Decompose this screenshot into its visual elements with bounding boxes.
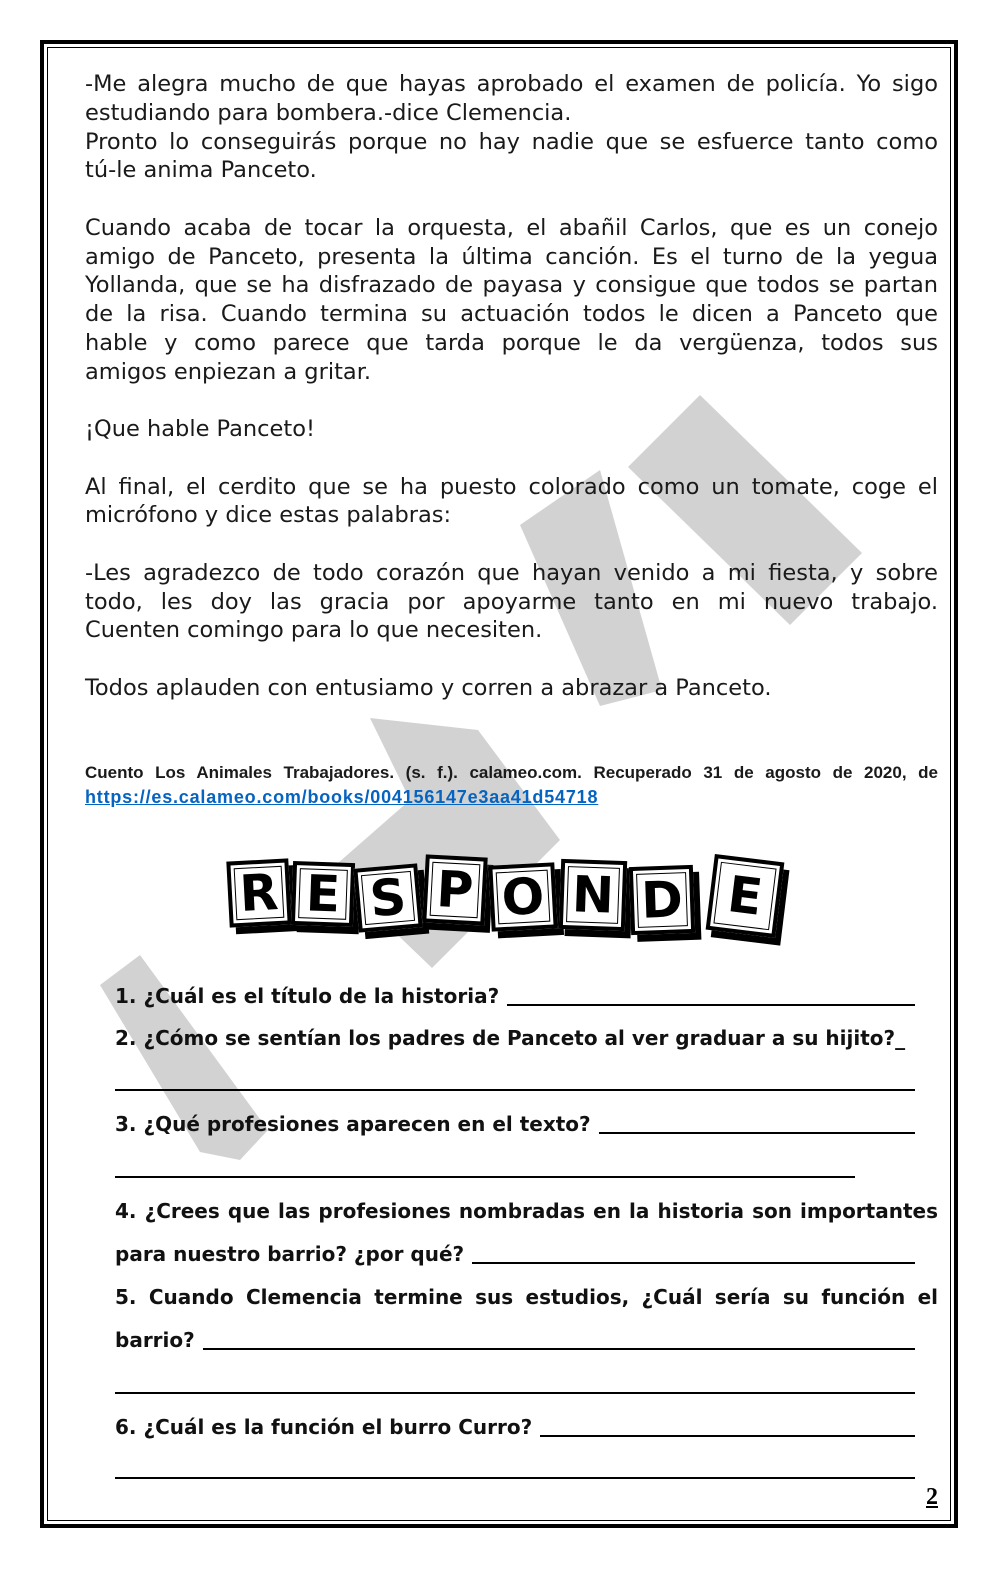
question-2 bbox=[115, 1026, 915, 1050]
story-line: Yollanda, que se ha disfrazado de payasa y consigue que todos se partan bbox=[85, 272, 938, 299]
paragraph-2 bbox=[85, 128, 938, 186]
heading-letter-block bbox=[706, 854, 785, 938]
story-line: hable y como parece que tarda porque le da vergüenza, todos sus bbox=[85, 329, 938, 356]
citation bbox=[85, 761, 938, 809]
story-line: estudiando para bombera.-dice Clemencia. bbox=[85, 99, 572, 126]
heading-letter: S bbox=[367, 867, 409, 929]
story-line: Cuenten comingo para lo que necesiten. bbox=[85, 617, 543, 644]
story-line: tú-le anima Panceto. bbox=[85, 157, 317, 184]
answer-blank-5[interactable] bbox=[203, 1348, 915, 1350]
answer-line-2[interactable] bbox=[115, 1089, 915, 1091]
answer-blank-6[interactable] bbox=[540, 1435, 915, 1437]
story-line: -Me alegra mucho de que hayas aprobado el examen de policía. Yo sigo bbox=[85, 71, 938, 97]
heading-letter: E bbox=[304, 864, 342, 924]
story-line: ¡Que hable Panceto! bbox=[85, 416, 315, 442]
answer-line-6[interactable] bbox=[115, 1477, 915, 1479]
heading-letter: E bbox=[724, 865, 766, 927]
answer-blank-4[interactable] bbox=[472, 1262, 915, 1264]
heading-letter: P bbox=[435, 860, 475, 920]
heading-letter-block bbox=[226, 858, 291, 927]
answer-line-3[interactable] bbox=[115, 1176, 855, 1178]
question-4-line-1: 4. ¿Crees que las profesiones nombradas en la historia son importantes bbox=[115, 1199, 938, 1223]
story-line: Pronto lo conseguirás porque no hay nadie que se esfuerce tanto como bbox=[85, 128, 938, 155]
story-line: micrófono y dice estas palabras: bbox=[85, 502, 452, 529]
heading-letter-block bbox=[559, 859, 627, 931]
heading-letter: D bbox=[640, 870, 684, 930]
heading-letter-block bbox=[629, 865, 695, 935]
heading-letter: O bbox=[500, 866, 546, 928]
question-6 bbox=[115, 1415, 915, 1439]
question-1-text: 1. ¿Cuál es el título de la historia? bbox=[115, 984, 500, 1008]
question-2-text: 2. ¿Cómo se sentían los padres de Panceto al ver graduar a su hijito?_ bbox=[115, 1026, 906, 1050]
question-4-text: para nuestro barrio? ¿por qué? bbox=[115, 1242, 465, 1266]
story-line: Cuando acaba de tocar la orquesta, el abañil Carlos, que es un conejo bbox=[85, 214, 938, 241]
story-line: Al final, el cerdito que se ha puesto colorado como un tomate, coge el bbox=[85, 473, 938, 500]
question-3-text: 3. ¿Qué profesiones aparecen en el texto? bbox=[115, 1112, 591, 1136]
story-line: -Les agradezco de todo corazón que hayan venido a mi fiesta, y sobre bbox=[85, 559, 938, 586]
heading-letter-block bbox=[422, 854, 487, 925]
question-6-text: 6. ¿Cuál es la función el burro Curro? bbox=[115, 1415, 533, 1439]
responde-heading bbox=[222, 852, 812, 962]
story-line: de la risa. Cuando termina su actuación todos le dicen a Panceto que bbox=[85, 301, 938, 327]
paragraph-6 bbox=[85, 559, 938, 645]
paragraph-3 bbox=[85, 214, 938, 387]
heading-letter: R bbox=[238, 863, 280, 923]
story-line: Todos aplauden con entusiamo y corren a abrazar a Panceto. bbox=[85, 674, 772, 701]
paragraph-7 bbox=[85, 674, 938, 703]
page-number: 2 bbox=[926, 1484, 938, 1510]
paragraph-4 bbox=[85, 415, 938, 444]
source-link[interactable]: https://es.calameo.com/books/004156147e3aa41d54718 bbox=[85, 787, 599, 807]
story-line: amigo de Panceto, presenta la última canción. Es el turno de la yegua bbox=[85, 243, 938, 270]
question-5-line-2 bbox=[115, 1328, 915, 1352]
paragraph-1 bbox=[85, 70, 938, 128]
story-line: todo, les doy las gracia por apoyarme tanto en mi nuevo trabajo. bbox=[85, 588, 938, 615]
answer-blank-3[interactable] bbox=[599, 1132, 915, 1134]
question-1 bbox=[115, 984, 915, 1008]
question-4-line-2 bbox=[115, 1242, 915, 1266]
heading-letter: N bbox=[571, 865, 615, 925]
story-line: amigos enpiezan a gritar. bbox=[85, 358, 372, 385]
heading-letter-block bbox=[291, 861, 355, 927]
question-5-text: barrio? bbox=[115, 1328, 195, 1352]
story-text bbox=[85, 70, 938, 703]
heading-letter-block bbox=[488, 862, 557, 931]
answer-line-5[interactable] bbox=[115, 1392, 915, 1394]
heading-letter-block bbox=[353, 863, 422, 932]
paragraph-5 bbox=[85, 473, 938, 531]
citation-text: Cuento Los Animales Trabajadores. (s. f.). calameo.com. Recuperado 31 de agosto de 2020, de bbox=[85, 763, 938, 782]
question-3 bbox=[115, 1112, 915, 1136]
answer-blank-1[interactable] bbox=[507, 1004, 915, 1006]
question-5-line-1: 5. Cuando Clemencia termine sus estudios, ¿Cuál sería su función el bbox=[115, 1285, 938, 1309]
